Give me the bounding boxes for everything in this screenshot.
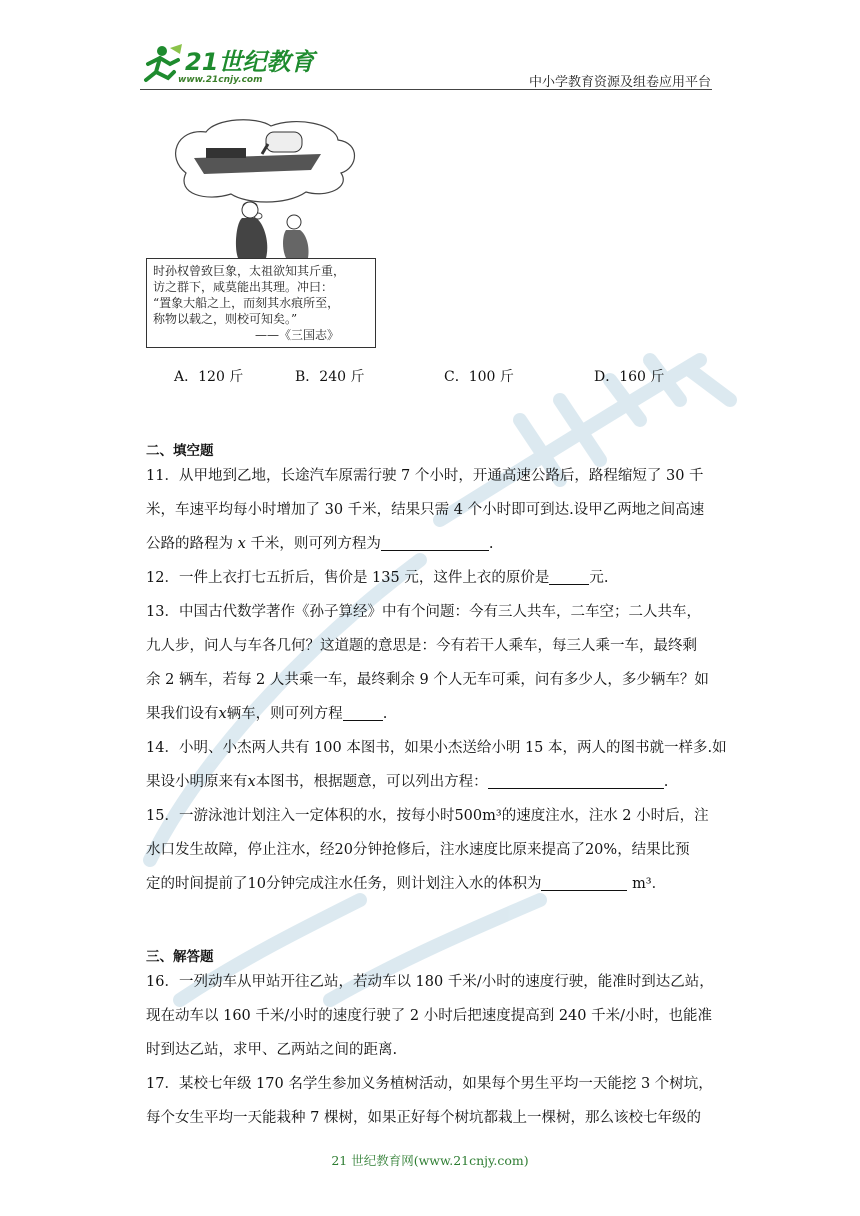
- choice-a[interactable]: A．120 斤: [174, 369, 244, 385]
- answer-blank[interactable]: [541, 874, 627, 891]
- page-header: [0, 0, 860, 100]
- answer-blank[interactable]: [343, 704, 383, 721]
- quote-line: 访之群下，咸莫能出其理。冲曰：: [153, 280, 334, 294]
- question-13: 13．中国古代数学著作《孙子算经》中有个问题：今有三人共车，二车空；二人共车， 九人步，问人与车各几何？这道题的意思是：今有若干人乘车，每三人乘一车，最终剩 余 2 辆车，若每 2 人共乘一车，最终剩余 9 个人无车可乘，问有多少人，多少辆车？如 果我们设有x辆车，则可列方程 .: [146, 604, 709, 722]
- logo-text: 21世纪教育: [185, 48, 315, 76]
- cao-chong-illustration: [146, 118, 376, 350]
- question-11: 11．从甲地到乙地，长途汽车原需行驶 7 个小时，开通高速公路后，路程缩短了 30 千 米，车速平均每小时增加了 30 千米，结果只需 4 个小时即可到达.设甲乙两地之间高速 公路的路程为 x 千米，则可列方程为 .: [146, 468, 705, 552]
- answer-blank[interactable]: [488, 772, 664, 789]
- quote-source: ——《三国志》: [255, 328, 340, 342]
- logo-url: www.21cnjy.com: [178, 75, 263, 85]
- question-14: 14．小明、小杰两人共有 100 本图书，如果小杰送给小明 15 本，两人的图书就一样多.如 果设小明原来有x本图书，根据题意，可以列出方程： .: [146, 740, 727, 790]
- site-logo[interactable]: [140, 42, 320, 92]
- answer-blank[interactable]: [381, 534, 489, 551]
- choice-b[interactable]: B．240 斤: [295, 369, 365, 385]
- page-footer: 21 世纪教育网(www.21cnjy.com): [331, 1153, 529, 1168]
- question-15: 15．一游泳池计划注入一定体积的水，按每小时500m³的速度注水，注水 2 小时后，注 水口发生故障，停止注水，经20分钟抢修后，注水速度比原来提高了20%，结果比预 定的时间提前了10分钟完成注水任务，则计划注入水的体积为 m³．: [146, 808, 709, 892]
- quote-line: 时孙权曾致巨象，太祖欲知其斤重，: [153, 264, 346, 278]
- section-title-fill-in: 二、填空题: [146, 443, 214, 459]
- site-slogan: 中小学教育资源及组卷应用平台: [528, 75, 711, 90]
- question-17: 17．某校七年级 170 名学生参加义务植树活动，如果每个男生平均一天能挖 3 个树坑， 每个女生平均一天能栽种 7 棵树，如果正好每个树坑都栽上一棵树，那么该校七年级的: [146, 1076, 713, 1126]
- choice-c[interactable]: C．100 斤: [444, 369, 514, 385]
- answer-blank[interactable]: [549, 568, 589, 585]
- section-title-solve: 三、解答题: [146, 949, 214, 965]
- question-16: 16．一列动车从甲站开往乙站，若动车以 180 千米/小时的速度行驶，能准时到达乙站， 现在动车以 160 千米/小时的速度行驶了 2 小时后把速度提高到 240 千米/小时，也能准 时到达乙站，求甲、乙两站之间的距离.: [146, 974, 714, 1058]
- quote-line: “置象大船之上，而刻其水痕所至，: [153, 296, 340, 310]
- quote-box: [146, 258, 376, 348]
- question-12: 12．一件上衣打七五折后，售价是 135 元，这件上衣的原价是 元.: [146, 570, 609, 586]
- choice-d[interactable]: D．160 斤: [594, 369, 665, 385]
- elephant-boat-illustration: [146, 118, 376, 258]
- header-divider: [140, 89, 712, 90]
- quote-line: 称物以载之，则校可知矣。”: [153, 312, 298, 326]
